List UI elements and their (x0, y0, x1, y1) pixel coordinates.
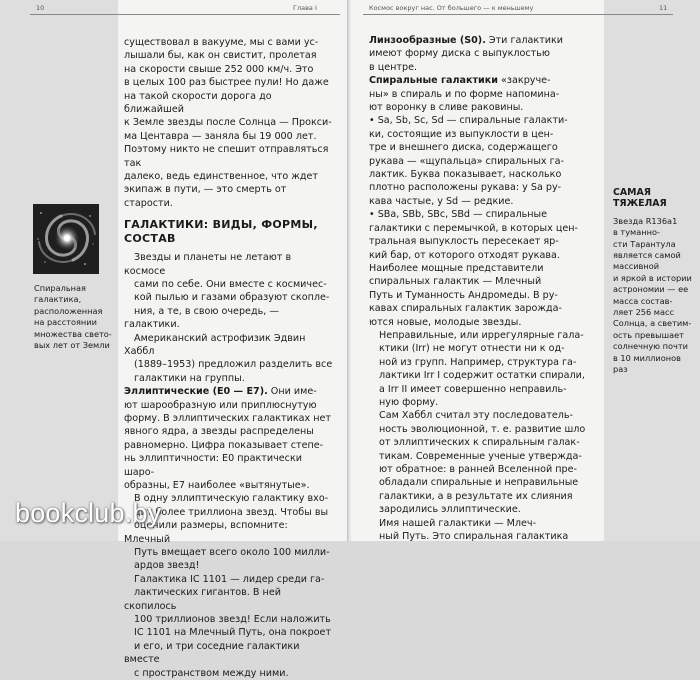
hubble-line: тикам. Современные ученые утвержда- (379, 450, 582, 462)
speed-line: далеко, ведь единственное, что ждет (124, 171, 319, 183)
bullet-sba-line: галактики с перемычкой, в которых цен- (369, 222, 578, 234)
sidebar-text (613, 216, 697, 376)
hubble-line: Сам Хаббл считал эту последователь- (379, 410, 573, 422)
intro-line: галактики на группы. (134, 372, 245, 384)
caption-line: вых лет от Земли (34, 340, 110, 351)
spiral-line: ны» в спираль и по форме напомина- (369, 88, 560, 100)
speed-line: в целых 100 раз быстрее пули! Но даже (124, 77, 329, 89)
speed-line: лышали бы, как он свистит, пролетая (124, 50, 317, 62)
lenticular-line: имеют форму диска с выпуклостью (369, 48, 550, 60)
ic1101-line: Галактика IC 1101 — лидер среди га- (134, 573, 325, 585)
paragraph-milky-way (369, 517, 591, 544)
speed-line: к Земле звезды после Солнца — Прокси- (124, 117, 332, 129)
intro-line: Звезды и планеты не летают в космосе (124, 252, 292, 277)
intro-line: сами по себе. Они вместе с космичес- (134, 278, 327, 290)
hubble-line: от эллиптических к спиральным галак- (379, 437, 580, 449)
bullet-sa-line: ки, состоящие из выпуклости в цен- (369, 128, 554, 140)
sidebar-line: массивной (613, 261, 660, 272)
bullet-sa-line: плотно расположены рукава: у Sa ру- (369, 182, 562, 194)
bullet-sa-line: • Sa, Sb, Sc, Sd — спиральные галакти- (369, 115, 568, 127)
speed-line: существовал в вакууме, мы с вами ус- (124, 37, 319, 48)
spiral-line: ют воронку в сливе раковины. (369, 102, 524, 114)
section-heading-galaxies: ГАЛАКТИКИ: ВИДЫ, ФОРМЫ, СОСТАВ (124, 218, 318, 245)
bullet-sba-line: кий бар, от которого отходят рукава. (369, 249, 560, 261)
paragraph-lenticular: Линзообразные (S0). Эти галактики (369, 35, 564, 46)
elliptical-line: форму. В эллиптических галактиках нет (124, 412, 331, 424)
elliptical-line: явного ядра, а звезды распределены (124, 426, 314, 438)
left-main-text (124, 36, 334, 680)
paragraph-elliptical-cont (124, 399, 334, 493)
speed-line: на скорости свыше 252 000 км/ч. Это (124, 63, 314, 75)
hubble-line: галактики, а в результате их слияния (379, 490, 573, 502)
irregular-line: лактики Irr I содержит остатки спирали, (379, 370, 585, 382)
sidebar-line: Солнца, а светим- (613, 318, 692, 329)
irregular-line: ную форму. (379, 396, 439, 408)
trillion-line: Путь вмещает всего около 100 милли- (134, 547, 330, 559)
trillion-line: В одну эллиптическую галактику вхо- (134, 493, 329, 505)
caption-line: расположенная (34, 305, 103, 316)
bullet-sba-line: спиральных галактик — Млечный (369, 276, 542, 288)
speed-line: на такой скорости дорога до ближайшей (124, 90, 272, 116)
irregular-line: а Irr II имеет совершенно неправиль- (379, 383, 567, 395)
paragraph-speed (124, 36, 334, 210)
bullet-sa-line: лактик. Буква показывает, насколько (369, 169, 562, 181)
irregular-line: Неправильные, или иррегулярные гала- (379, 329, 584, 341)
paragraph-ic1101 (124, 573, 334, 680)
caption-line: галактика, (34, 294, 82, 305)
hubble-line: ность эволюционной, т. е. развитие шло (379, 423, 586, 435)
speed-line: Поэтому никто не спешит отправляться так (124, 144, 329, 169)
right-main-text (369, 34, 591, 543)
elliptical-line: образны, E7 наиболее «вытянутые». (124, 480, 310, 491)
sidebar-line: ость превышает (613, 329, 684, 340)
paragraph-spiral: Спиральные галактики «закруче- (369, 75, 551, 87)
sidebar-line: Звезда R136a1 (613, 215, 678, 226)
trillion-line: ардов звезд! (134, 560, 200, 572)
speed-line: ма Центавра — заняла бы 19 000 лет. (124, 130, 317, 142)
sidebar-line: астрономии — ее (613, 284, 689, 295)
speed-line: экипаж в пути, — это смерть от старости. (124, 184, 287, 209)
term-spiral: Спиральные галактики (369, 75, 498, 87)
hubble-line: ют обратное: в ранней Вселенной пре- (379, 464, 578, 475)
trillion-line: дит более триллиона звезд. Чтобы вы (134, 506, 329, 518)
bullet-sba-line: кавах спиральных галактик зарожда- (369, 303, 562, 315)
elliptical-line: равномерно. Цифра показывает степе- (124, 439, 324, 451)
hubble-line: зародились эллиптические. (379, 504, 521, 516)
intro-line: Американский астрофизик Эдвин Хаббл (124, 332, 306, 357)
left-page (0, 0, 349, 679)
paragraph-spiral-cont (369, 88, 591, 115)
sidebar-line: и яркой в истории (613, 272, 692, 283)
bullet-sa-line: рукава — «щупальца» спиральных га- (369, 155, 565, 167)
sidebar-line: в 10 миллионов (613, 352, 681, 363)
term-elliptical: Эллиптические (E0 — E7). (124, 386, 268, 398)
bullet-sba-line: Путь и Туманность Андромеды. В ру- (369, 289, 558, 301)
left-running-header: Глава I (293, 4, 317, 12)
ic1101-line: IC 1101 на Млечный Путь, она покроет (134, 627, 332, 639)
bullet-sba-line: Наиболее мощные представители (369, 262, 544, 274)
caption-line: множества свето- (34, 328, 112, 339)
elliptical-line: нь эллиптичности: E0 практически шаро- (124, 453, 302, 478)
intro-line: (1889–1953) предложил разделить все (134, 359, 333, 371)
sidebar-line: солнечную почти (613, 341, 688, 352)
milky-way-line: ный Путь. Это спиральная галактика (379, 531, 569, 543)
bullet-sba-sbd (369, 208, 591, 329)
right-running-header: Космос вокруг нас. От большего — к меньшему (369, 4, 534, 12)
milky-way-line: Имя нашей галактики — Млеч- (379, 517, 537, 529)
spiral-galaxy-photo (33, 204, 99, 274)
sidebar-line: сти Тарантула (613, 238, 676, 249)
caption-line: на расстоянии (34, 317, 97, 328)
left-header-rule (30, 14, 340, 15)
bullet-sba-line: тральная выпуклость пересекает яр- (369, 236, 559, 248)
bullet-sa-line: кава частые, у Sd — редкие. (369, 195, 514, 207)
ic1101-line: лактических гигантов. В ней скопилось (124, 587, 281, 612)
intro-line: кой пылью и газами образуют скопле- (134, 292, 330, 304)
irregular-line: ной из групп. Например, структура га- (379, 356, 577, 368)
paragraph-galaxy-intro (124, 251, 334, 385)
right-header-rule (363, 14, 673, 15)
sidebar-line: является самой (613, 250, 681, 261)
ic1101-line: и его, и три соседние галактики вместе (124, 640, 300, 666)
paragraph-irregular (369, 329, 591, 409)
intro-line: ния, а те, в свою очередь, — галактики. (124, 305, 279, 331)
sidebar-line: раз (613, 364, 628, 375)
caption-line: Спиральная (34, 283, 86, 293)
watermark-logo: bookclub.by (15, 498, 162, 528)
irregular-line: ктики (Irr) не могут отнести ни к од- (379, 343, 565, 355)
ic1101-line: с пространством между ними. (134, 667, 289, 679)
right-page-number: 11 (659, 4, 668, 12)
right-page (351, 0, 700, 541)
sidebar-line: масса состав- (613, 295, 673, 306)
bullet-sa-sd (369, 114, 591, 208)
ic1101-line: 100 триллионов звезд! Если наложить (134, 614, 331, 626)
sidebar-line: ляет 256 масс (613, 307, 674, 318)
bullet-sa-line: тре и внешнего диска, содержащего (369, 142, 558, 154)
sidebar-heaviest-star (613, 187, 697, 376)
sidebar-title: САМАЯ ТЯЖЕЛАЯ (613, 187, 667, 210)
bullet-sba-line: • SBa, SBb, SBc, SBd — спиральные (369, 209, 548, 221)
left-page-number: 10 (36, 4, 45, 12)
term-lenticular: Линзообразные (S0). (369, 35, 486, 46)
bullet-sba-line: ются новые, молодые звезды. (369, 316, 522, 328)
hubble-line: обладали спиральные и неправильные (379, 477, 579, 489)
lenticular-line: в центре. (369, 61, 418, 73)
paragraph-hubble (369, 409, 591, 516)
trillion-line: оценили размеры, вспомните: Млечный (124, 520, 288, 545)
paragraph-elliptical: Эллиптические (E0 — E7). Они име- (124, 386, 317, 398)
paragraph-lenticular-cont (369, 47, 591, 74)
sidebar-line: в туманно- (613, 227, 660, 238)
elliptical-line: ют шарообразную или приплюснутую (124, 399, 317, 411)
photo-caption (34, 283, 114, 351)
